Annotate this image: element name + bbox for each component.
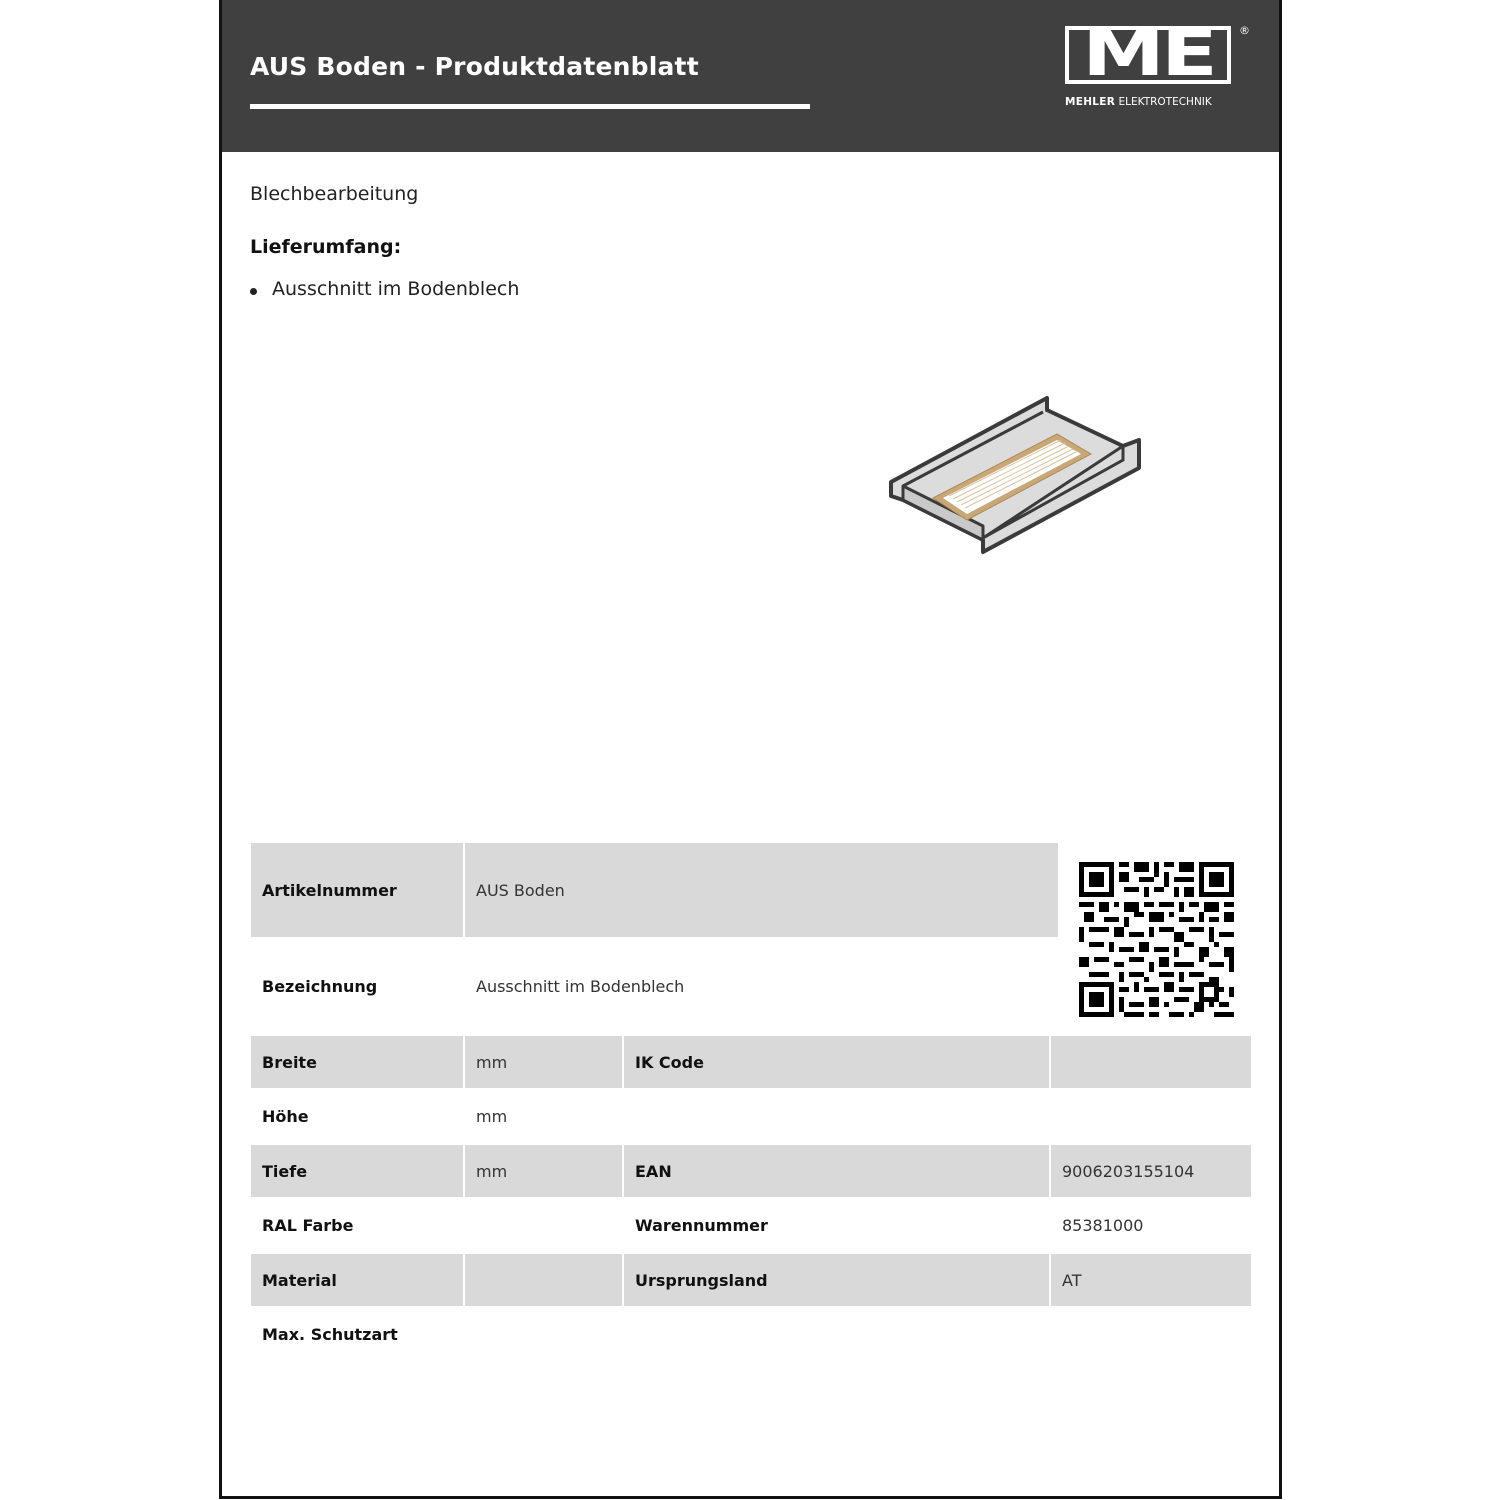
mehler-logo [1065, 17, 1251, 116]
ral-value [465, 1199, 622, 1251]
warennummer-value: 85381000 [1062, 1215, 1144, 1235]
ean-label: EAN [624, 1145, 1049, 1197]
logo-brand-bold: MEHLER [1065, 96, 1116, 108]
tiefe-unit: mm [465, 1145, 622, 1197]
qr-code-icon [1079, 862, 1234, 1017]
bezeichnung-value: Ausschnitt im Bodenblech [476, 976, 685, 996]
page-header [222, 0, 1279, 152]
ikcode-value [1051, 1036, 1251, 1088]
scope-list [250, 278, 519, 300]
artikelnummer-label: Artikelnummer [251, 843, 463, 937]
product-category: Blechbearbeitung [250, 183, 419, 205]
tiefe-label: Tiefe [251, 1145, 463, 1197]
schutzart-label: Max. Schutzart [262, 1324, 398, 1344]
bezeichnung-label: Bezeichnung [262, 976, 378, 996]
hoehe-unit: mm [476, 1106, 508, 1126]
datasheet-page [219, 0, 1282, 1499]
material-value [465, 1254, 622, 1306]
page-title: AUS Boden - Produktdatenblatt [250, 52, 699, 81]
title-underline [250, 104, 810, 109]
logo-mark: ME [1082, 17, 1214, 91]
warennummer-label: Warennummer [635, 1215, 768, 1235]
logo-brand-text [1065, 96, 1212, 108]
scope-list-item: Ausschnitt im Bodenblech [250, 278, 519, 300]
ral-label: RAL Farbe [262, 1215, 354, 1235]
hoehe-label: Höhe [262, 1106, 309, 1126]
material-label: Material [251, 1254, 463, 1306]
breite-label: Breite [251, 1036, 463, 1088]
ursprungsland-value: AT [1051, 1254, 1251, 1306]
ikcode-label: IK Code [624, 1036, 1049, 1088]
logo-brand-light: ELEKTROTECHNIK [1118, 96, 1212, 108]
registered-mark: ® [1239, 24, 1250, 37]
ursprungsland-label: Ursprungsland [624, 1254, 1049, 1306]
breite-unit: mm [465, 1036, 622, 1088]
scope-heading: Lieferumfang: [250, 236, 402, 258]
schutzart-value [465, 1308, 622, 1360]
artikelnummer-value: AUS Boden [465, 843, 1058, 937]
floor-plate-cutout-illustration [887, 388, 1147, 560]
ean-value: 9006203155104 [1051, 1145, 1251, 1197]
